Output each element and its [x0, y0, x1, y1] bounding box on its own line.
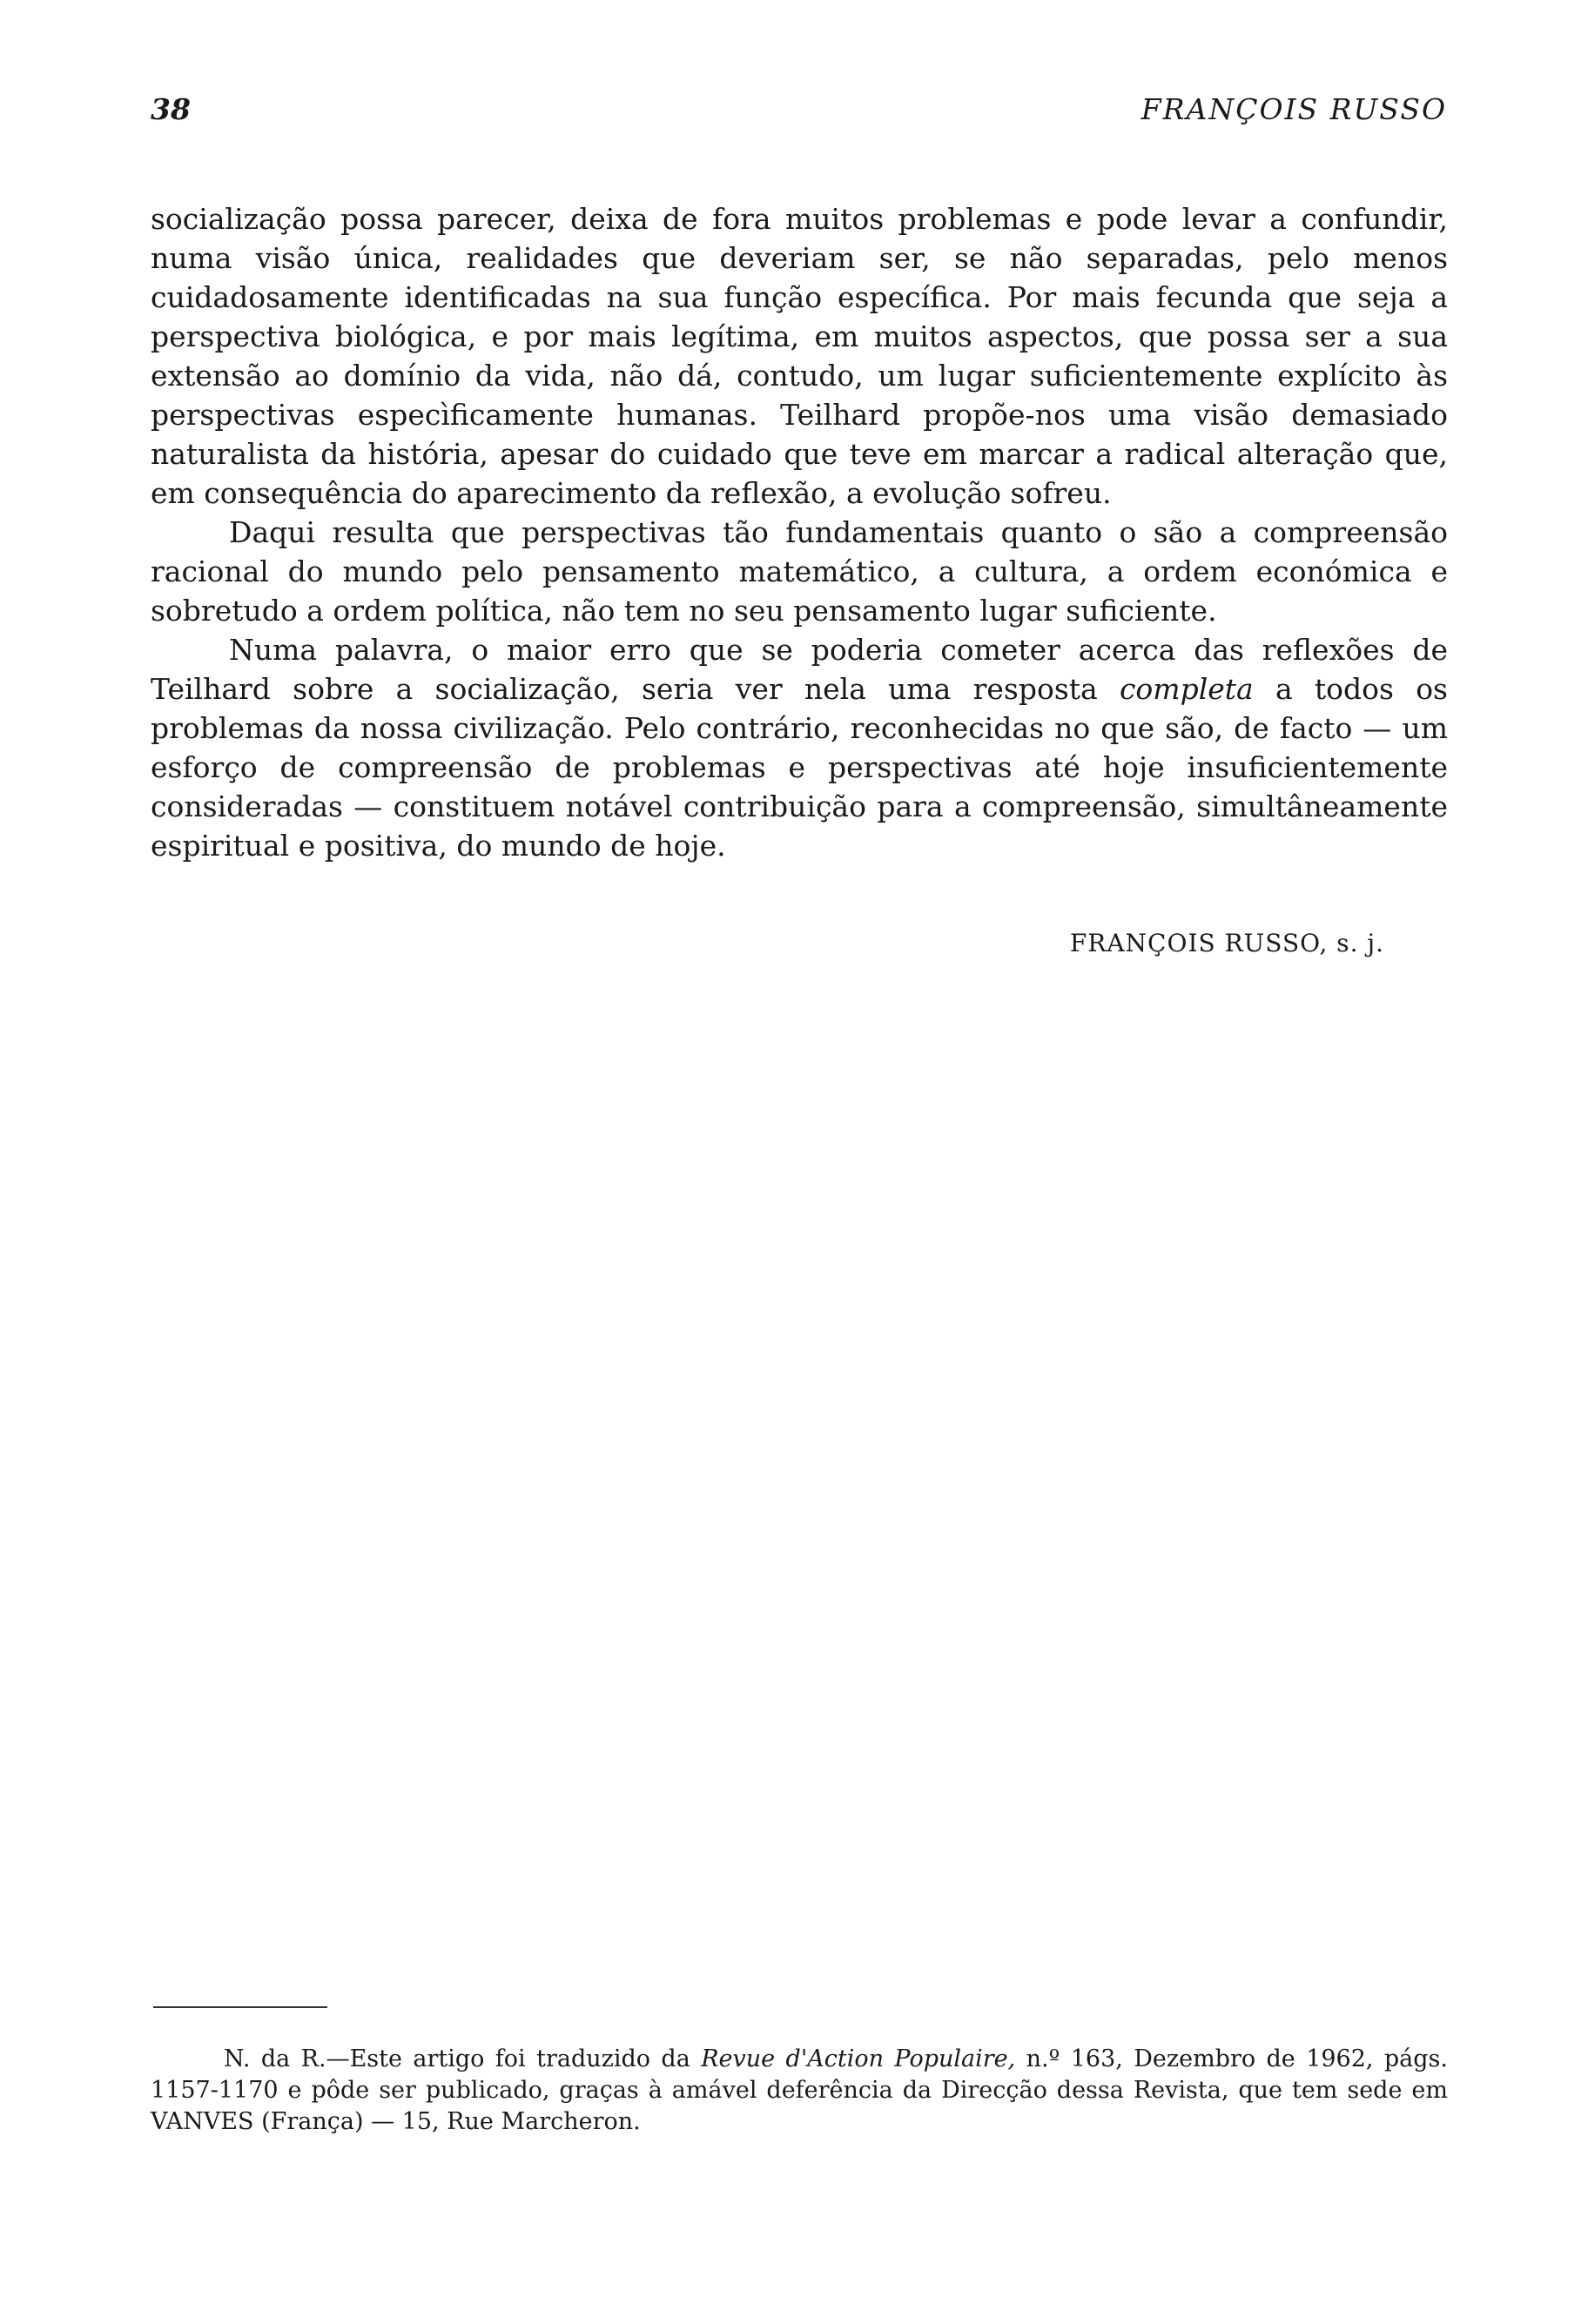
paragraph-3-text-start: Numa palavra, o maior erro que se poderia cometer acerca das reflexões de Teilhard sobre a socialização, seria ver nela uma resposta: [151, 633, 1448, 706]
emphasis-completa: completa: [1119, 672, 1254, 706]
author-signature: FRANÇOIS RUSSO, s. j.: [1069, 929, 1384, 957]
page-number: 38: [151, 92, 191, 126]
footnote-text-end: n.º 163, Dezembro de 1962, págs. 1157-1170 e pôde ser publicado, graças à amável deferência da Direcção dessa Revista, que tem sede em VANVES (França) — 15, Rue Marcheron.: [151, 2045, 1448, 2135]
article-body: [151, 199, 1448, 865]
footnote-divider: [153, 2006, 327, 2008]
paragraph-3-text-end: a todos os problemas da nossa civilização. Pelo contrário, reconhecidas no que são, de facto — um esforço de compreensão de problemas e perspectivas até hoje insuficientemente consideradas — constituem notável contribuição para a compreensão, simultâneamente espiritual e positiva, do mundo de hoje.: [151, 672, 1448, 863]
footnote-text-start: N. da R.—Este artigo foi traduzido da: [224, 2045, 702, 2072]
running-head: FRANÇOIS RUSSO: [1141, 92, 1447, 126]
paragraph-3: [151, 630, 1448, 865]
footnote: [151, 2044, 1448, 2138]
footnote-journal-title: Revue d'Action Populaire,: [701, 2045, 1016, 2072]
paragraph-2: Daqui resulta que perspectivas tão fundamentais quanto o são a compreensão racional do mundo pelo pensamento matemático, a cultura, a ordem económica e sobretudo a ordem política, não tem no seu pensamento lugar suficiente.: [151, 515, 1448, 628]
paragraph-1: socialização possa parecer, deixa de fora muitos problemas e pode levar a confundir, numa visão única, realidades que deveriam ser, se não separadas, pelo menos cuidadosamente identificadas na sua função específica. Por mais fecunda que seja a perspectiva biológica, e por mais legítima, em muitos aspectos, que possa ser a sua extensão ao domínio da vida, não dá, contudo, um lugar suficientemente explícito às perspectivas especìficamente humanas. Teilhard propõe-nos uma visão demasiado naturalista da história, apesar do cuidado que teve em marcar a radical alteração que, em consequência do aparecimento da reflexão, a evolução sofreu.: [151, 202, 1448, 510]
